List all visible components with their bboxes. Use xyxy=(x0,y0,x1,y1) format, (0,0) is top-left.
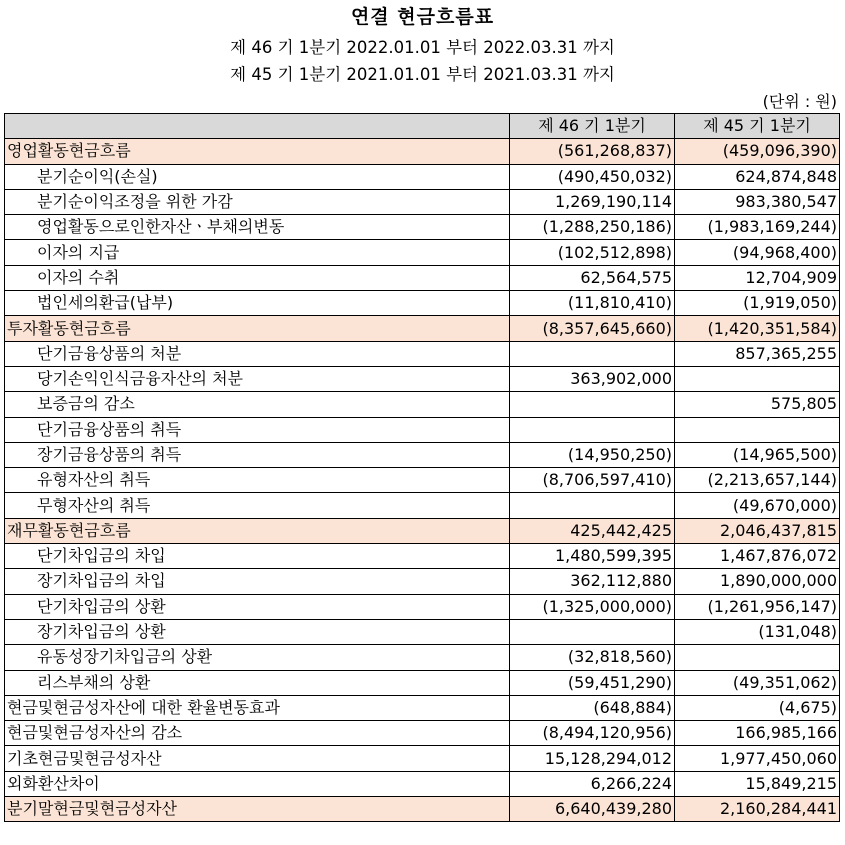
row-value-prior: 2,046,437,815 xyxy=(675,518,840,543)
row-value-current xyxy=(510,392,675,417)
table-row xyxy=(5,797,840,822)
table-row xyxy=(5,189,840,214)
table-row xyxy=(5,291,840,316)
table-row xyxy=(5,619,840,644)
table-row xyxy=(5,442,840,467)
row-label: 유동성장기차입금의 상환 xyxy=(5,645,510,670)
period-current: 제 46 기 1분기 2022.01.01 부터 2022.03.31 까지 xyxy=(230,38,615,57)
row-value-prior: (1,983,169,244) xyxy=(675,215,840,240)
table-row xyxy=(5,771,840,796)
table-row xyxy=(5,417,840,442)
row-value-current: 363,902,000 xyxy=(510,366,675,391)
row-label: 분기말현금및현금성자산 xyxy=(5,797,510,822)
row-value-current: (490,450,032) xyxy=(510,164,675,189)
row-value-prior: (1,919,050) xyxy=(675,291,840,316)
row-value-current xyxy=(510,341,675,366)
row-label: 보증금의 감소 xyxy=(5,392,510,417)
table-row xyxy=(5,468,840,493)
table-row xyxy=(5,392,840,417)
row-label: 장기차입금의 차입 xyxy=(5,569,510,594)
row-value-current: (1,325,000,000) xyxy=(510,594,675,619)
table-row xyxy=(5,670,840,695)
row-value-prior: 624,874,848 xyxy=(675,164,840,189)
row-value-prior: 2,160,284,441 xyxy=(675,797,840,822)
table-row xyxy=(5,240,840,265)
row-label: 분기순이익조정을 위한 가감 xyxy=(5,189,510,214)
row-value-current: (8,494,120,956) xyxy=(510,721,675,746)
row-label: 기초현금및현금성자산 xyxy=(5,746,510,771)
row-label: 장기차입금의 상환 xyxy=(5,619,510,644)
table-row xyxy=(5,139,840,164)
row-value-prior: (49,351,062) xyxy=(675,670,840,695)
table-row xyxy=(5,341,840,366)
row-value-current: 1,480,599,395 xyxy=(510,544,675,569)
row-value-current: 62,564,575 xyxy=(510,265,675,290)
row-label: 유형자산의 취득 xyxy=(5,468,510,493)
row-label: 현금및현금성자산에 대한 환율변동효과 xyxy=(5,695,510,720)
row-value-current: (102,512,898) xyxy=(510,240,675,265)
row-value-prior: 983,380,547 xyxy=(675,189,840,214)
row-label: 무형자산의 취득 xyxy=(5,493,510,518)
row-value-current: (32,818,560) xyxy=(510,645,675,670)
row-value-prior: (2,213,657,144) xyxy=(675,468,840,493)
table-row xyxy=(5,721,840,746)
table-row xyxy=(5,594,840,619)
row-value-current: (561,268,837) xyxy=(510,139,675,164)
cash-flow-table xyxy=(4,113,840,822)
row-label: 투자활동현금흐름 xyxy=(5,316,510,341)
header-cell-label xyxy=(5,114,510,139)
row-value-prior: (131,048) xyxy=(675,619,840,644)
row-value-prior: (4,675) xyxy=(675,695,840,720)
table-row xyxy=(5,215,840,240)
row-label: 단기금융상품의 취득 xyxy=(5,417,510,442)
row-label: 당기손익인식금융자산의 처분 xyxy=(5,366,510,391)
period-prior: 제 45 기 1분기 2021.01.01 부터 2021.03.31 까지 xyxy=(230,65,615,84)
table-row xyxy=(5,645,840,670)
row-value-prior: (49,670,000) xyxy=(675,493,840,518)
table-row xyxy=(5,544,840,569)
row-value-prior: (94,968,400) xyxy=(675,240,840,265)
row-value-current: 1,269,190,114 xyxy=(510,189,675,214)
row-value-prior: (1,420,351,584) xyxy=(675,316,840,341)
row-value-current: 6,640,439,280 xyxy=(510,797,675,822)
unit-label: (단위 : 원) xyxy=(762,92,837,111)
row-value-current: (648,884) xyxy=(510,695,675,720)
row-label: 영업활동으로인한자산ㆍ부채의변동 xyxy=(5,215,510,240)
table-row xyxy=(5,366,840,391)
row-label: 영업활동현금흐름 xyxy=(5,139,510,164)
row-label: 이자의 수취 xyxy=(5,265,510,290)
table-row xyxy=(5,569,840,594)
header-cell-prior: 제 45 기 1분기 xyxy=(675,114,840,139)
row-value-prior xyxy=(675,366,840,391)
row-value-current: (59,451,290) xyxy=(510,670,675,695)
row-value-current xyxy=(510,619,675,644)
row-label: 장기금융상품의 취득 xyxy=(5,442,510,467)
row-value-prior: 1,890,000,000 xyxy=(675,569,840,594)
row-label: 단기금융상품의 처분 xyxy=(5,341,510,366)
table-row xyxy=(5,164,840,189)
statement-title: 연결 현금흐름표 xyxy=(350,6,495,28)
row-value-current: 6,266,224 xyxy=(510,771,675,796)
row-label: 단기차입금의 차입 xyxy=(5,544,510,569)
row-value-prior xyxy=(675,645,840,670)
row-value-prior: 1,467,876,072 xyxy=(675,544,840,569)
table-row xyxy=(5,518,840,543)
row-label: 재무활동현금흐름 xyxy=(5,518,510,543)
row-value-current: (1,288,250,186) xyxy=(510,215,675,240)
table-row xyxy=(5,493,840,518)
table-row xyxy=(5,316,840,341)
row-label: 외화환산차이 xyxy=(5,771,510,796)
row-label: 분기순이익(손실) xyxy=(5,164,510,189)
table-row xyxy=(5,746,840,771)
table-header-row xyxy=(5,114,840,139)
header-cell-current: 제 46 기 1분기 xyxy=(510,114,675,139)
row-value-current: 362,112,880 xyxy=(510,569,675,594)
row-value-current: 425,442,425 xyxy=(510,518,675,543)
row-label: 법인세의환급(납부) xyxy=(5,291,510,316)
row-value-current: 15,128,294,012 xyxy=(510,746,675,771)
row-label: 현금및현금성자산의 감소 xyxy=(5,721,510,746)
row-value-current xyxy=(510,417,675,442)
row-value-prior: 12,704,909 xyxy=(675,265,840,290)
table-row xyxy=(5,265,840,290)
row-value-prior: 166,985,166 xyxy=(675,721,840,746)
row-value-prior: (459,096,390) xyxy=(675,139,840,164)
row-value-prior: 857,365,255 xyxy=(675,341,840,366)
row-value-prior: (14,965,500) xyxy=(675,442,840,467)
row-value-current: (8,357,645,660) xyxy=(510,316,675,341)
row-label: 리스부채의 상환 xyxy=(5,670,510,695)
table-row xyxy=(5,695,840,720)
row-value-prior xyxy=(675,417,840,442)
row-value-prior: 1,977,450,060 xyxy=(675,746,840,771)
row-label: 이자의 지급 xyxy=(5,240,510,265)
row-value-current xyxy=(510,493,675,518)
row-value-prior: 15,849,215 xyxy=(675,771,840,796)
row-value-prior: 575,805 xyxy=(675,392,840,417)
row-label: 단기차입금의 상환 xyxy=(5,594,510,619)
row-value-current: (8,706,597,410) xyxy=(510,468,675,493)
row-value-current: (11,810,410) xyxy=(510,291,675,316)
row-value-prior: (1,261,956,147) xyxy=(675,594,840,619)
row-value-current: (14,950,250) xyxy=(510,442,675,467)
